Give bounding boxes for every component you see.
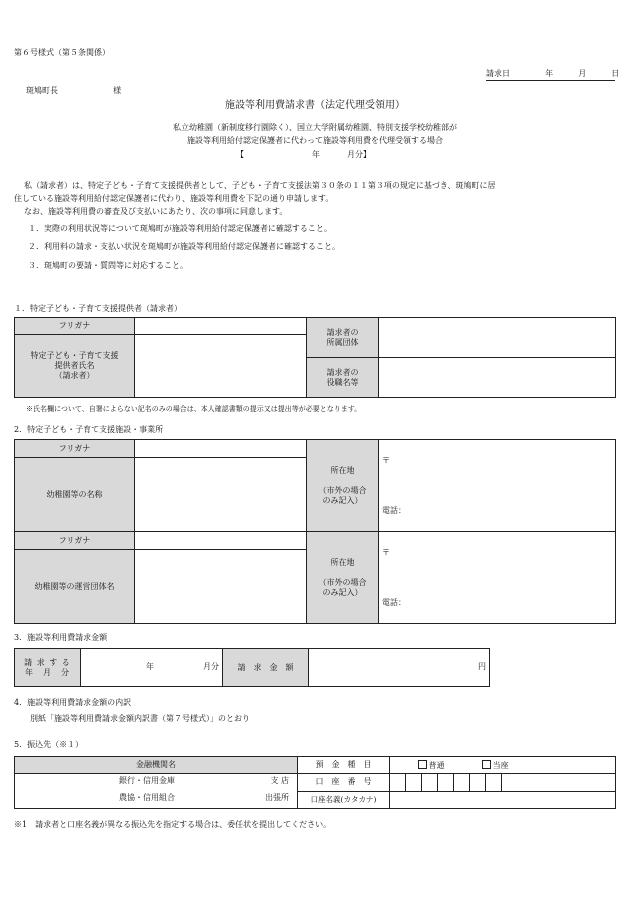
branch-label-1: 支 店 <box>270 776 289 785</box>
transfer-note: ※1 請求者と口座名義が異なる振込先を指定する場合は、委任状を提出してください。 <box>14 820 332 829</box>
account-digit-6[interactable] <box>470 774 486 792</box>
section4-heading: 4．施設等利用費請求金額の内訳 <box>14 698 132 707</box>
amount-field[interactable] <box>309 649 490 687</box>
applicant-name-label: 特定子ども・子育て支援 提供者氏名 （請求者） <box>15 335 135 398</box>
applicant-table <box>14 317 616 398</box>
consent-item-1: １．実際の利用状況等について斑鳩町が施設等利用給付認定保護者に確認すること。 <box>28 224 332 233</box>
declaration-consent: なお、施設等利用費の審査及び支払いにあたり、次の事項に同意します。 <box>24 207 288 216</box>
ordinary-checkbox[interactable] <box>418 760 427 769</box>
claim-month: 月分 <box>203 661 219 671</box>
operator-name-field[interactable] <box>135 550 307 624</box>
account-number-spare <box>502 774 616 792</box>
addressee-name: 斑鳩町長 <box>26 86 58 95</box>
request-date-label: 請求日 <box>486 69 510 78</box>
claim-year: 年 <box>146 661 154 671</box>
addressee <box>26 86 121 96</box>
account-holder-field[interactable] <box>390 791 616 809</box>
addressee-honorific: 様 <box>113 86 122 95</box>
period-year: 年 <box>312 150 320 159</box>
declaration-line-1: 私（請求者）は、特定子ども・子育て支援提供者として、子ども・子育て支援法第３０条の１１第３項の規定に基づき、斑鳩町に居 <box>24 181 496 190</box>
operator-location-label: 所在地 （市外の場合 のみ記入） <box>307 532 379 624</box>
org-field[interactable] <box>379 318 616 358</box>
facility-table <box>14 439 616 624</box>
signature-note: ※氏名欄について、自署によらない記名のみの場合は、本人確認書類の提示又は提出等が必要となります。 <box>26 405 362 413</box>
breakdown-reference: 別紙「施設等利用費請求金額内訳書（第７号様式）」のとおり <box>30 714 250 723</box>
operator-location-field[interactable] <box>379 532 616 624</box>
subtitle-line-1: 私立幼稚園（新制度移行園除く）、国立大学附属幼稚園、特別支援学校幼稚部が <box>173 123 457 132</box>
section2-heading: 2．特定子ども・子育て支援施設・事業所 <box>14 425 164 434</box>
title-field[interactable] <box>379 358 616 398</box>
account-number-label: 口 座 番 号 <box>298 774 390 792</box>
current-checkbox[interactable] <box>482 760 491 769</box>
ordinary-label: 普通 <box>428 760 445 770</box>
applicant-furigana-field[interactable] <box>135 318 307 335</box>
account-digit-1[interactable] <box>390 774 406 792</box>
bank-type-1: 銀行・信用金庫 <box>119 776 175 785</box>
claim-period-label: 請 求 す る 年 月 分 <box>15 649 81 687</box>
amount-table <box>14 648 490 687</box>
bank-table <box>14 756 616 809</box>
facility-name-field[interactable] <box>135 458 307 532</box>
request-year-label: 年 <box>545 69 554 78</box>
section1-heading: １．特定子ども・子育て支援提供者（請求者） <box>14 304 182 313</box>
facility-name-label: 幼稚園等の名称 <box>15 458 135 532</box>
bank-type-2: 農協・信用組合 <box>119 793 175 802</box>
facility-furigana-label: フリガナ <box>15 440 135 458</box>
applicant-name-field[interactable] <box>135 335 307 398</box>
form-number: 第６号様式（第５条関係） <box>14 48 110 57</box>
operator-name-label: 幼稚園等の運営団体名 <box>15 550 135 624</box>
amount-label: 請 求 金 額 <box>223 649 309 687</box>
facility-furigana-field[interactable] <box>135 440 307 458</box>
facility-location-label: 所在地 （市外の場合 のみ記入） <box>307 440 379 532</box>
period-open: 【 <box>236 150 244 159</box>
operator-postal-mark: 〒 <box>382 547 390 557</box>
consent-item-2: ２．利用料の請求・支払い状況を斑鳩町が施設等利用給付認定保護者に確認すること。 <box>28 242 340 251</box>
account-holder-label: 口座名義(カタカナ) <box>298 791 390 809</box>
operator-furigana-label: フリガナ <box>15 532 135 550</box>
operator-phone-label: 電話： <box>382 597 406 607</box>
bank-name-label: 金融機関名 <box>15 757 298 774</box>
deposit-type-options <box>390 757 616 774</box>
title-label: 請求者の 役職名等 <box>307 358 379 398</box>
claim-period-field[interactable] <box>81 649 223 687</box>
request-month-label: 月 <box>578 69 587 78</box>
page-title: 施設等利用費請求書（法定代理受領用） <box>225 100 405 111</box>
org-label: 請求者の 所属団体 <box>307 318 379 358</box>
account-digit-7[interactable] <box>486 774 502 792</box>
declaration-line-2: 住している施設等利用給付認定保護者に代わり、施設等利用費を下記の通り申請します。 <box>14 194 334 203</box>
request-day-label: 日 <box>611 69 620 78</box>
account-digit-3[interactable] <box>422 774 438 792</box>
account-digit-5[interactable] <box>454 774 470 792</box>
account-digit-4[interactable] <box>438 774 454 792</box>
applicant-furigana-label: フリガナ <box>15 318 135 335</box>
account-digit-2[interactable] <box>406 774 422 792</box>
date-underline <box>486 80 615 81</box>
facility-postal-mark: 〒 <box>382 455 390 465</box>
request-date <box>486 69 619 79</box>
consent-item-3: ３．斑鳩町の要請・質問等に対応すること。 <box>28 261 188 270</box>
yen-unit: 円 <box>478 661 486 671</box>
section5-heading: 5．振込先（※１） <box>14 740 84 749</box>
period-month: 月分】 <box>347 150 371 159</box>
deposit-type-label: 預 金 種 目 <box>298 757 390 774</box>
operator-furigana-field[interactable] <box>135 532 307 550</box>
branch-label-2: 出張所 <box>265 793 289 802</box>
section3-heading: 3．施設等利用費請求金額 <box>14 633 108 642</box>
facility-phone-label: 電話： <box>382 505 406 515</box>
current-label: 当座 <box>492 760 509 770</box>
subtitle-line-2: 施設等利用給付認定保護者に代わって施設等利用費を代理受領する場合 <box>187 136 443 145</box>
facility-location-field[interactable] <box>379 440 616 532</box>
bank-name-field[interactable] <box>15 774 298 809</box>
